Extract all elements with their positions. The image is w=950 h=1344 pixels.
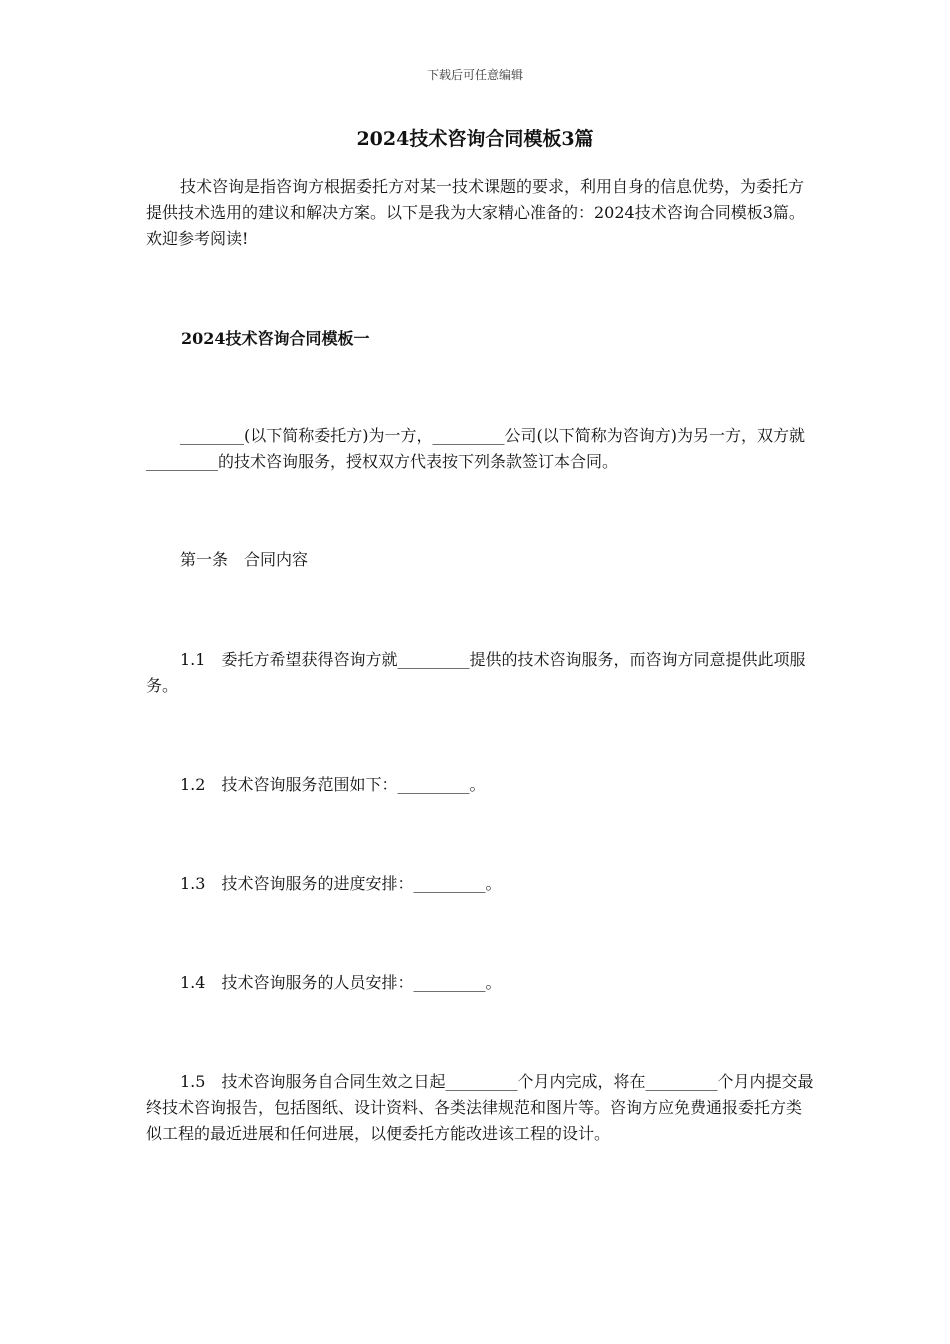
clause-1-5: 1.5 技术咨询服务自合同生效之日起_________个月内完成，将在_________个月内提交最终技术咨询报告，包括图纸、设计资料、各类法律规范和图片等。咨询方应免费通报委托方类似工程的最近进展和任何进展，以便委托方能改进该工程的设计。 [146,1072,814,1143]
clause-1-2: 1.2 技术咨询服务范围如下：_________。 [180,775,486,794]
article-title: 第一条 合同内容 [180,550,309,569]
clause-1-4: 1.4 技术咨询服务的人员安排：_________。 [180,973,502,992]
clause-1-3: 1.3 技术咨询服务的进度安排：_________。 [180,874,502,893]
document-title: 2024技术咨询合同模板3篇 [356,128,594,150]
intro-paragraph: 技术咨询是指咨询方根据委托方对某一技术课题的要求，利用自身的信息优势，为委托方提供技术选用的建议和解决方案。以下是我为大家精心准备的：2024技术咨询合同模板3篇。欢迎参考阅读! [146,177,805,248]
header-note: 下载后可任意编辑 [426,68,523,82]
clause-1-1: 1.1 委托方希望获得咨询方就_________提供的技术咨询服务，而咨询方同意提供此项服务。 [146,650,806,695]
section-heading: 2024技术咨询合同模板一 [181,329,370,348]
parties-paragraph: ________(以下简称委托方)为一方，_________公司(以下简称为咨询方)为另一方，双方就_________的技术咨询服务，授权双方代表按下列条款签订本合同。 [146,426,805,471]
